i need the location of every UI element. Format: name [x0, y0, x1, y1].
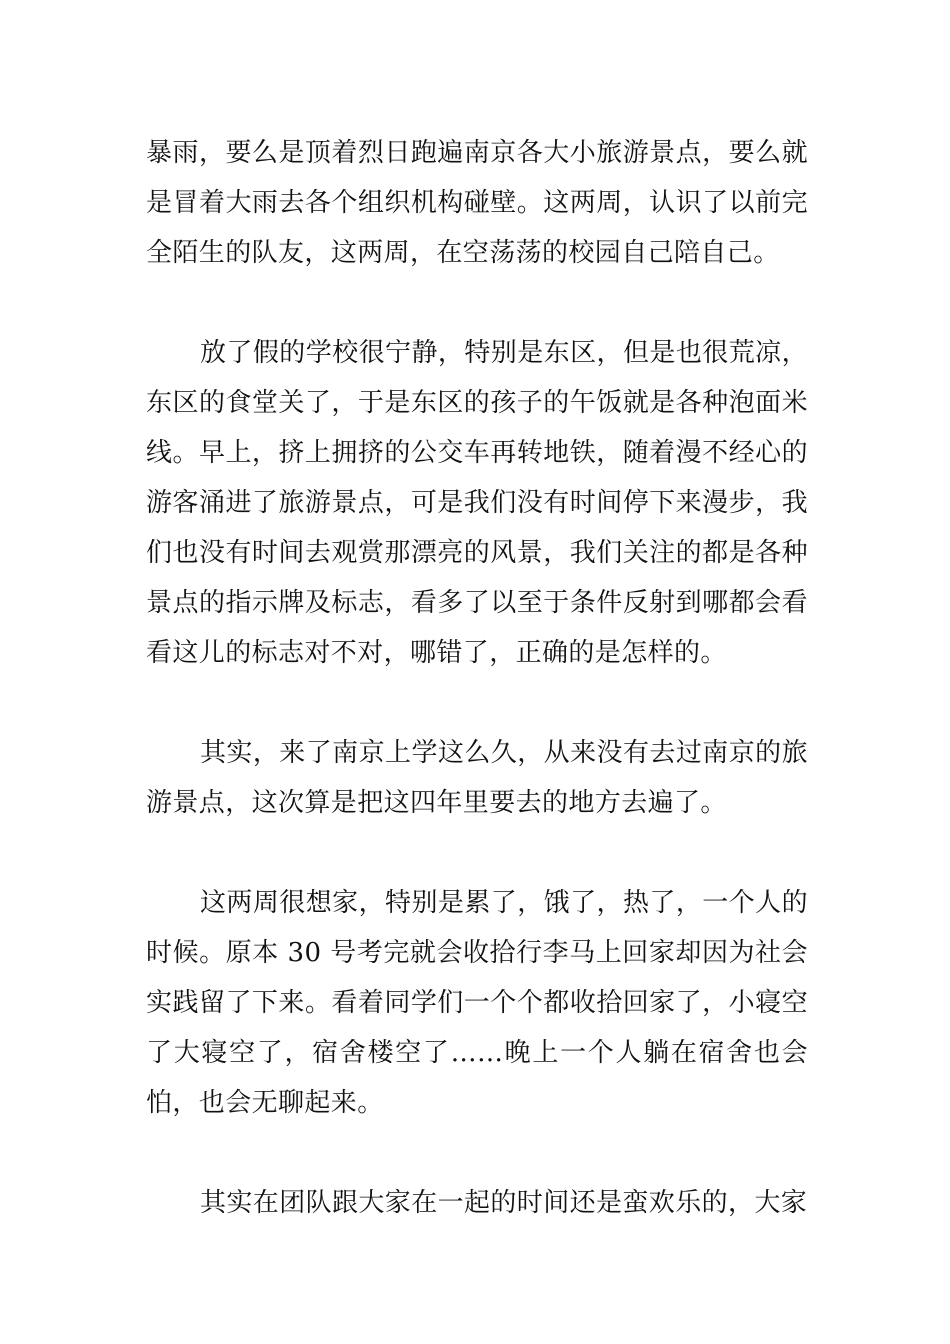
paragraph-5: 其实在团队跟大家在一起的时间还是蛮欢乐的，大家: [200, 1188, 808, 1218]
paragraph-4: 这两周很想家，特别是累了，饿了，热了，一个人的时候。原本 30 号考完就会收拾行李马上回家却因为社会实践留了下来。看着同学们一个个都收拾回家了，小寝空了大寝空了，宿舍楼空了……晚上一个人躺在宿舍也会怕，也会无聊起来。: [146, 888, 808, 1118]
paragraph-2: 放了假的学校很宁静，特别是东区，但是也很荒凉，东区的食堂关了，于是东区的孩子的午饭就是各种泡面米线。早上，挤上拥挤的公交车再转地铁，随着漫不经心的游客涌进了旅游景点，可是我们没有时间停下来漫步，我们也没有时间去观赏那漂亮的风景，我们关注的都是各种景点的指示牌及标志，看多了以至于条件反射到哪都会看看这儿的标志对不对，哪错了，正确的是怎样的。: [146, 338, 808, 668]
paragraph-3: 其实，来了南京上学这么久，从来没有去过南京的旅游景点，这次算是把这四年里要去的地方去遍了。: [146, 738, 808, 818]
paragraph-1: 暴雨，要么是顶着烈日跑遍南京各大小旅游景点，要么就是冒着大雨去各个组织机构碰壁。这两周，认识了以前完全陌生的队友，这两周，在空荡荡的校园自己陪自己。: [146, 138, 808, 268]
document-body: [146, 128, 808, 1228]
